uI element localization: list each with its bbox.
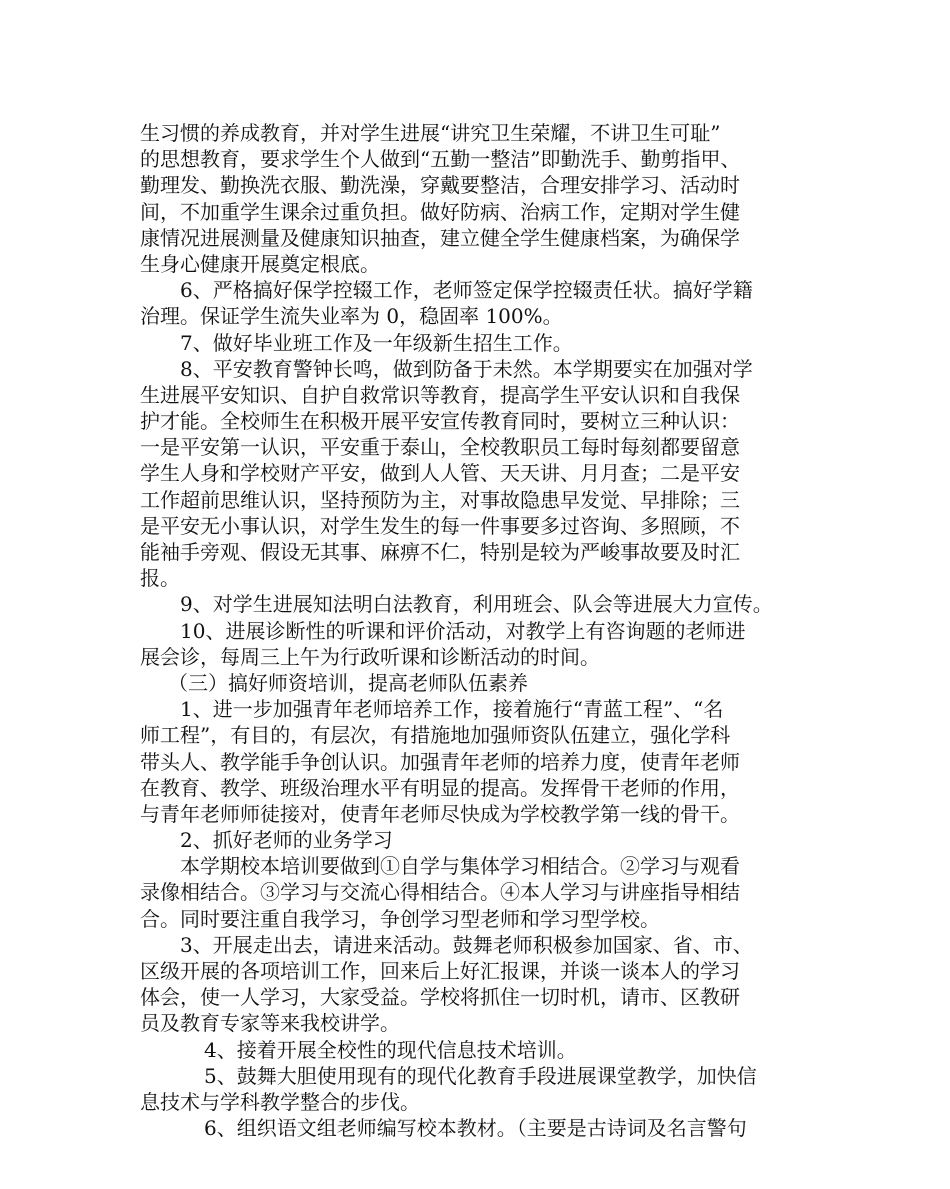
text-line: 的思想教育，要求学生个人做到“五勤一整洁”即勤洗手、勤剪指甲、 [140,147,741,172]
text-line: 体会，使一人学习，大家受益。学校将抓住一切时机，请市、区教研 [140,985,740,1010]
text-line: 2、抓好老师的业务学习 [180,828,393,853]
text-line: （三）搞好师资培训，提高老师队伍素养 [168,670,528,695]
text-line: 1、进一步加强青年老师培养工作，接着施行“青蓝工程”、“名 [180,697,724,722]
text-line: 6、严格搞好保学控辍工作，老师签定保学控辍责任状。搞好学籍 [180,278,753,303]
text-line: 区级开展的各项培训工作，回来后上好汇报课，并谈一谈本人的学习 [140,959,740,983]
text-line: 4、接着开展全校性的现代信息技术培训。 [204,1037,577,1062]
text-line: 8、平安教育警钟长鸣，做到防备于未然。本学期要实在加强对学 [180,356,753,381]
text-line: 9、对学生进展知法明白法教育，利用班会、队会等进展大力宣传。 [180,592,773,617]
text-line: 在教育、教学、班级治理水平有明显的提高。发挥骨干老师的作用， [140,775,740,800]
document-page [140,120,820,1141]
text-line: 7、做好毕业班工作及一年级新生招生工作。 [180,330,573,355]
text-line: 与青年老师师徒接对，使青年老师尽快成为学校教学第一线的骨干。 [140,801,740,826]
text-line: 是平安无小事认识，对学生发生的每一件事要多过咨询、多照顾，不 [140,513,740,538]
text-line: 康情况进展测量及健康知识抽查，建立健全学生健康档案，为确保学 [140,225,740,250]
text-line: 师工程”，有目的，有层次，有措施地加强师资队伍建立，强化学科 [140,723,731,748]
text-line: 治理。保证学生流失业率为 0，稳固率 100%。 [140,304,563,329]
text-line: 间，不加重学生课余过重负担。做好防病、治病工作，定期对学生健 [140,199,740,224]
text-line: 工作超前思维认识，坚持预防为主，对事故隐患早发觉、早排除；三 [140,487,740,512]
text-line: 录像相结合。③学习与交流心得相结合。④本人学习与讲座指导相结 [140,880,740,905]
text-line: 勤理发、勤换洗衣服、勤洗澡，穿戴要整洁，合理安排学习、活动时 [140,173,740,198]
text-line: 报。 [140,566,180,591]
text-line: 能袖手旁观、假设无其事、麻痹不仁，特别是较为严峻事故要及时汇 [140,540,740,564]
text-line: 生身心健康开展奠定根底。 [140,251,380,276]
text-line: 护才能。全校师生在积极开展平安宣传教育同时，要树立三种认识： [140,409,740,434]
text-line: 本学期校本培训要做到①自学与集体学习相结合。②学习与观看 [180,854,740,879]
text-line: 6、组织语文组老师编写校本教材。（主要是古诗词及名言警句 [204,1116,747,1141]
text-line: 学生人身和学校财产平安，做到人人管、天天讲、月月查；二是平安 [140,461,740,486]
text-line: 10、进展诊断性的听课和评价活动，对教学上有咨询题的老师进 [180,618,746,643]
text-line: 生习惯的养成教育，并对学生进展“讲究卫生荣耀，不讲卫生可耻” [140,121,721,145]
text-line: 带头人、教学能手争创认识。加强青年老师的培养力度，使青年老师 [140,749,740,774]
text-line: 5、鼓舞大胆使用现有的现代化教育手段进展课堂教学，加快信 [204,1063,757,1088]
text-line: 息技术与学科教学整合的步伐。 [140,1089,420,1114]
text-line: 展会诊，每周三上午为行政听课和诊断活动的时间。 [140,644,600,669]
text-line: 合。同时要注重自我学习，争创学习型老师和学习型学校。 [140,906,660,931]
text-line: 生进展平安知识、自护自救常识等教育，提高学生平安认识和自我保 [140,382,740,407]
text-line: 员及教育专家等来我校讲学。 [140,1011,400,1036]
text-line: 3、开展走出去，请进来活动。鼓舞老师积极参加国家、省、市、 [180,932,753,957]
text-line: 一是平安第一认识，平安重于泰山，全校教职员工每时每刻都要留意 [140,435,740,460]
